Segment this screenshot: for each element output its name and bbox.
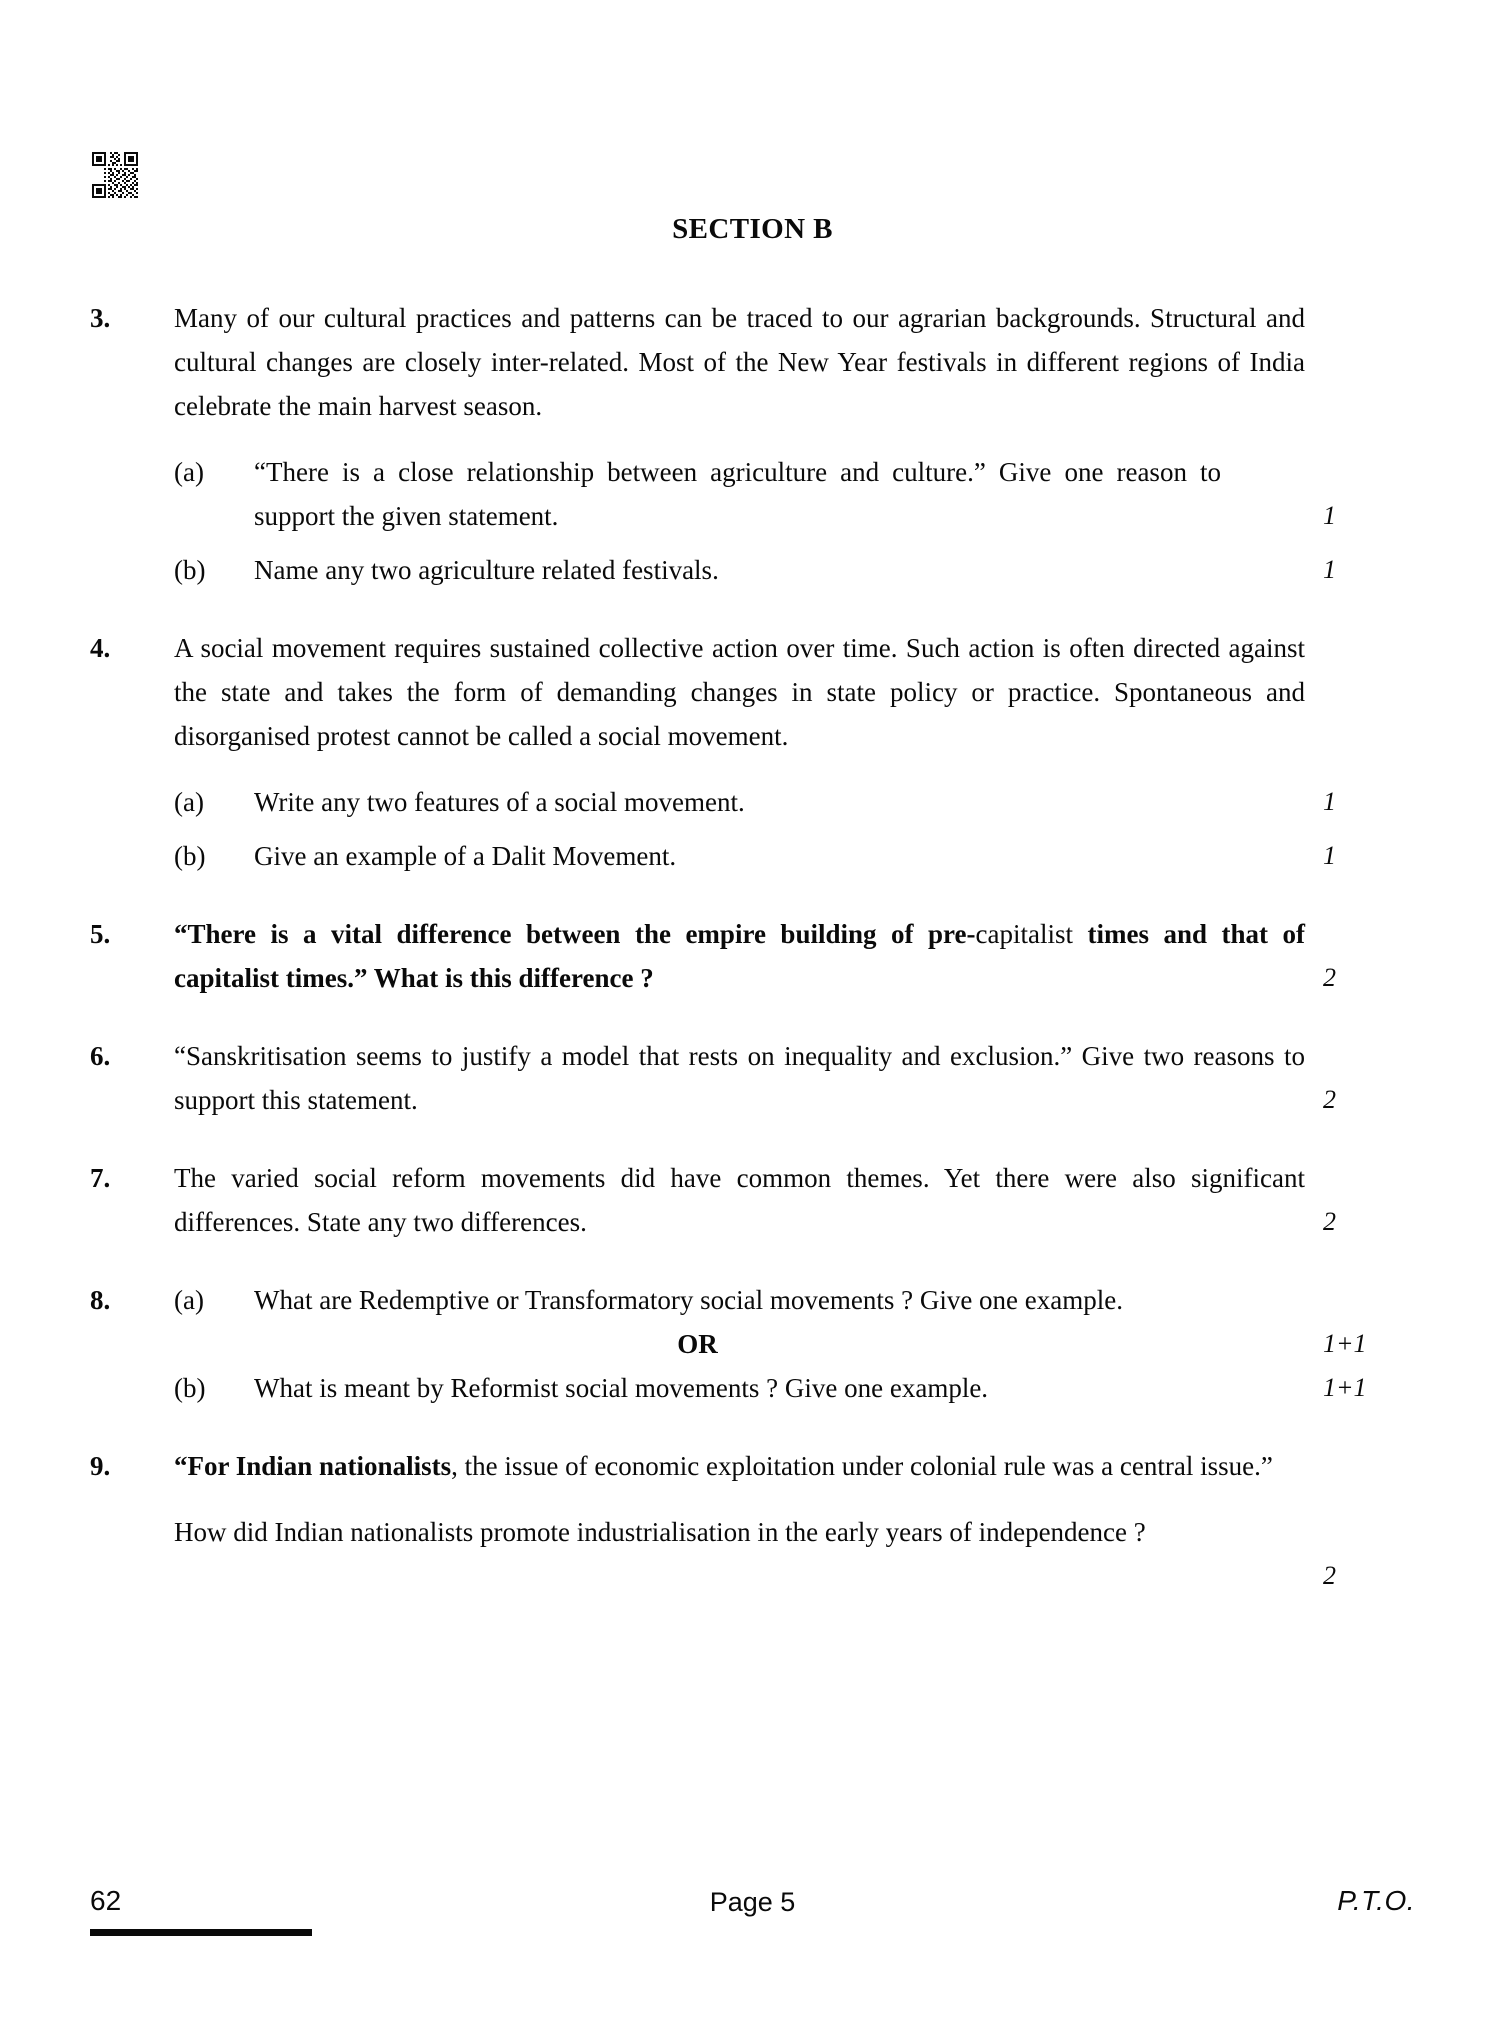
question-8	[90, 1278, 1415, 1358]
part-text: Write any two features of a social movement.	[254, 787, 745, 817]
page-number: Page 5	[709, 1887, 796, 1917]
question-8-part-b	[90, 1366, 1415, 1410]
question-text: The varied social reform movements did have common themes. Yet there were also significant differences. State any two differences.	[174, 1163, 1305, 1237]
part-label: (b)	[174, 555, 206, 585]
question-number: 7.	[90, 1163, 111, 1193]
question-number: 5.	[90, 919, 111, 949]
question-7	[90, 1156, 1415, 1244]
question-3-part-b	[174, 548, 1415, 592]
question-number: 4.	[90, 633, 111, 663]
part-marks: 1	[1323, 841, 1336, 870]
part-label: (b)	[174, 1373, 206, 1403]
section-heading: SECTION B	[672, 213, 833, 245]
or-separator: OR	[677, 1329, 718, 1359]
question-6	[90, 1034, 1415, 1122]
part-text: What are Redemptive or Transformatory social movements ? Give one example.	[254, 1285, 1123, 1315]
question-8-part-a	[90, 1278, 1415, 1358]
page-footer	[90, 1885, 1415, 1975]
part-label: (a)	[174, 787, 204, 817]
pto-label: P.T.O.	[1337, 1885, 1415, 1916]
qr-code	[90, 150, 140, 200]
question-4-part-b	[174, 834, 1415, 878]
question-4-part-a	[174, 780, 1415, 824]
question-3-part-a	[174, 450, 1415, 538]
question-9-quote-rest: , the issue of economic exploitation under colonial rule was a central issue.”	[451, 1451, 1273, 1481]
question-5-regular: capitalist	[975, 919, 1073, 949]
question-marks: 2	[1323, 963, 1336, 992]
part-marks: 1+1	[1323, 1329, 1367, 1358]
part-marks: 1	[1323, 555, 1336, 584]
question-marks: 2	[1323, 1561, 1336, 1590]
part-label: (b)	[174, 841, 206, 871]
question-number: 8.	[90, 1285, 111, 1315]
part-marks: 1+1	[1323, 1373, 1367, 1402]
question-number: 6.	[90, 1041, 111, 1071]
part-marks: 1	[1323, 501, 1336, 530]
question-9-bold-lead: “For Indian nationalists	[174, 1451, 452, 1481]
question-marks: 2	[1323, 1085, 1336, 1114]
question-3	[90, 296, 1415, 428]
part-label: (a)	[174, 457, 204, 487]
question-9	[90, 1444, 1415, 1488]
part-label: (a)	[174, 1285, 204, 1315]
part-text: Give an example of a Dalit Movement.	[254, 841, 677, 871]
paper-code: 62	[90, 1885, 122, 1916]
question-9-followup	[90, 1510, 1415, 1590]
question-5-bold-tail: times and that of capitalist times.” What is this difference ?	[174, 919, 1305, 993]
part-text: What is meant by Reformist social movements ? Give one example.	[254, 1373, 989, 1403]
question-quote	[174, 1444, 1305, 1488]
question-text	[174, 912, 1305, 1000]
question-5-bold-lead: “There is a vital difference between the empire building of pre-	[174, 919, 976, 949]
part-text: “There is a close relationship between agriculture and culture.” Give one reason to support the given statement.	[254, 457, 1221, 531]
questions-container	[90, 296, 1415, 1590]
question-text: “Sanskritisation seems to justify a model that rests on inequality and exclusion.” Give two reasons to support this statement.	[174, 1041, 1305, 1115]
part-text: Name any two agriculture related festivals.	[254, 555, 719, 585]
question-stem: A social movement requires sustained collective action over time. Such action is often directed against the state and takes the form of demanding changes in state policy or practice. Spontaneous and disorganised protest cannot be called a social movement.	[174, 633, 1305, 751]
part-marks: 1	[1323, 787, 1336, 816]
question-marks: 2	[1323, 1207, 1336, 1236]
question-stem: Many of our cultural practices and patterns can be traced to our agrarian backgrounds. Structural and cultural changes are closely inter-related. Most of the New Year festivals in different regions of India celebrate the main harvest season.	[174, 303, 1305, 421]
question-number: 3.	[90, 303, 111, 333]
question-4	[90, 626, 1415, 758]
question-number: 9.	[90, 1451, 111, 1481]
question-followup-text: How did Indian nationalists promote industrialisation in the early years of independence ?	[174, 1517, 1146, 1547]
question-5	[90, 912, 1415, 1000]
footer-rule	[90, 1929, 312, 1936]
